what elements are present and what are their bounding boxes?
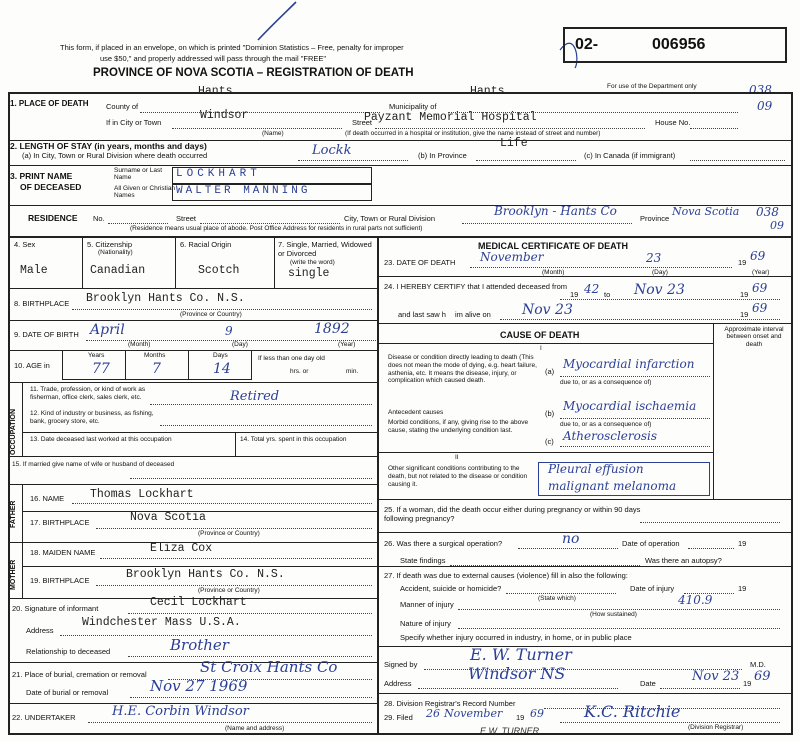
- registrar-name: K.C. Ritchie: [584, 702, 681, 721]
- age-days-value: 14: [213, 361, 231, 377]
- cause-a-value: Myocardial infarction: [563, 357, 695, 371]
- signature-year-prefix: 19: [743, 679, 752, 688]
- cause-b-due-to: due to, or as a consequence of): [560, 421, 652, 428]
- certify-to-prefix: 19: [740, 290, 749, 299]
- signature-year: 69: [754, 669, 771, 684]
- informant-address-label: Address: [26, 626, 54, 635]
- dob-label: 9. DATE OF BIRTH: [14, 330, 79, 339]
- given-name-label: All Given or Christian Names: [114, 185, 176, 199]
- birthplace-label: 8. BIRTHPLACE: [14, 299, 70, 308]
- spouse-label: 15. If married give name of wife or husband of deceased: [12, 461, 175, 468]
- specify-label: Specify whether injury occurred in industry, in home, or in public place: [400, 633, 632, 642]
- mother-birthplace-value: Brooklyn Hants Co. N.S.: [126, 568, 285, 581]
- residence-code-1: 038: [756, 205, 779, 219]
- cause-b-letter: (b): [545, 409, 555, 418]
- other-condition-1: Pleural effusion: [548, 462, 644, 476]
- interval-label: Approximate interval between onset and death: [724, 326, 784, 348]
- operation-year-prefix: 19: [738, 539, 747, 548]
- maiden-name-value: Eliza Cox: [150, 542, 213, 555]
- stay-canada-label: (c) In Canada (if immigrant): [584, 151, 676, 160]
- filed-day: 26: [426, 707, 440, 720]
- citizenship-value: Canadian: [90, 264, 146, 277]
- stay-city-label: (a) In City, Town or Rural Division where death occurred: [22, 151, 208, 160]
- print-name-label-1: 3. PRINT NAME: [10, 171, 73, 181]
- birthplace-value: Brooklyn Hants Co. N.S.: [86, 292, 245, 305]
- city-label: If in City or Town: [106, 118, 162, 127]
- marital-status-sub: (write the word): [290, 259, 335, 266]
- residence-province-value: Nova Scotia: [672, 205, 740, 218]
- cause-c-value: Atherosclerosis: [563, 429, 658, 443]
- age-days-label: Days: [213, 352, 228, 359]
- age-years-value: 77: [92, 361, 110, 377]
- birthplace-caption: (Province or Country): [180, 311, 242, 318]
- section-i-label: I: [540, 345, 542, 352]
- death-month: November: [480, 250, 544, 264]
- disease-label: Disease or condition directly leading to death (This does not mean the mode of dying, e.g. heart failure, asthenia, etc. It means the disease, injury, or complication which caused death.: [388, 354, 537, 385]
- date-of-injury-label: Date of injury: [630, 584, 675, 593]
- form-title: PROVINCE OF NOVA SCOTIA – REGISTRATION OF DEATH: [93, 67, 414, 79]
- operation-value: no: [562, 531, 580, 547]
- dob-day: 9: [225, 324, 233, 338]
- cause-a-letter: (a): [545, 367, 555, 376]
- house-label: House No.: [655, 118, 691, 127]
- father-name-label: 16. NAME: [30, 494, 65, 503]
- county-value: Hants: [198, 85, 233, 98]
- certify-from-year: 42: [584, 282, 600, 296]
- residence-code-2: 09: [770, 219, 784, 232]
- mother-birthplace-caption: (Province or Country): [198, 587, 260, 594]
- cause-b-value: Myocardial ischaemia: [563, 399, 697, 413]
- citizenship-sub: (Nationality): [98, 249, 133, 256]
- residence-city-value: Brooklyn - Hants Co: [494, 204, 617, 218]
- surname-label: Surname or Last Name: [114, 167, 163, 181]
- city-value: Windsor: [200, 109, 249, 122]
- dob-year: 1892: [314, 321, 350, 337]
- sex-value: Male: [20, 264, 48, 277]
- racial-origin-label: 6. Racial Origin: [180, 240, 232, 249]
- mother-birthplace-label: 19. BIRTHPLACE: [30, 576, 90, 585]
- dept-code-2: 09: [757, 99, 773, 113]
- last-saw-prefix: 19: [740, 310, 749, 319]
- print-name-label-2: OF DECEASED: [20, 182, 82, 192]
- age-months-value: 7: [152, 361, 161, 377]
- burial-place-value: St Croix Hants Co: [200, 658, 338, 676]
- record-prefix: 02-: [575, 36, 599, 53]
- father-birthplace-label: 17. BIRTHPLACE: [30, 518, 90, 527]
- death-month-caption: (Month): [542, 269, 565, 276]
- section-ii-label: II: [455, 454, 459, 461]
- signature-address-label: Address: [384, 679, 412, 688]
- operation-date-label: Date of operation: [622, 539, 680, 548]
- cause-a-due-to: due to, or as a consequence of): [560, 379, 652, 386]
- signature-address-value: Windsor NS: [468, 664, 566, 683]
- date-of-death-label: 23. DATE OF DEATH: [384, 258, 456, 267]
- municipality-value: Hants: [470, 85, 505, 98]
- undertaker-label: 22. UNDERTAKER: [12, 713, 76, 722]
- other-condition-2: malignant melanoma: [548, 479, 677, 493]
- death-day-caption: (Day): [652, 269, 668, 276]
- burial-date-value: Nov 27 1969: [150, 677, 248, 695]
- age-years-label: Years: [88, 352, 105, 359]
- manner-label: Manner of injury: [400, 600, 454, 609]
- injury-year-prefix: 19: [738, 584, 747, 593]
- accident-label: Accident, suicide or homicide?: [400, 584, 502, 593]
- racial-origin-value: Scotch: [198, 264, 240, 277]
- municipality-label: Municipality of: [389, 102, 437, 111]
- trade-value: Retired: [230, 389, 280, 404]
- dob-year-caption: (Year): [338, 341, 356, 348]
- father-name-value: Thomas Lockhart: [90, 488, 194, 501]
- sex-label: 4. Sex: [14, 240, 36, 249]
- marital-status-label: 7. Single, Married, Widowed or Divorced: [278, 240, 372, 258]
- cause-of-death-title: CAUSE OF DEATH: [500, 330, 580, 340]
- mail-notice-line2: use $50," and properly addressed will pass through the mail "FREE": [100, 54, 327, 63]
- alive-on-label: im alive on: [455, 310, 491, 319]
- county-label: County of: [106, 102, 139, 111]
- pregnancy-label: 25. If a woman, did the death occur either during pregnancy or within 90 days following pregnancy?: [384, 505, 641, 524]
- violence-label: 27. If death was due to external causes (violence) fill in also the following:: [384, 571, 628, 580]
- place-of-death-label: 1. PLACE OF DEATH: [10, 99, 89, 108]
- registrar-caption: (Division Registrar): [688, 724, 744, 731]
- undertaker-caption: (Name and address): [225, 725, 285, 732]
- autopsy-label: Was there an autopsy?: [645, 556, 722, 565]
- operation-label: 26. Was there a surgical operation?: [384, 539, 503, 548]
- residence-label: RESIDENCE: [28, 213, 78, 223]
- certify-to-date: Nov 23: [634, 282, 685, 298]
- residence-no-label: No.: [93, 214, 105, 223]
- certify-from-prefix: 19: [570, 290, 579, 299]
- dept-use-label: For use of the Department only: [607, 83, 697, 90]
- given-name-value: WALTER MANNING: [176, 185, 311, 197]
- filed-month: November: [444, 707, 503, 720]
- maiden-name-label: 18. MAIDEN NAME: [30, 548, 96, 557]
- registrar-record-label: 28. Division Registrar's Record Number: [384, 699, 516, 708]
- record-number: 006956: [652, 36, 706, 53]
- relationship-label: Relationship to deceased: [26, 647, 111, 656]
- burial-date-label: Date of burial or removal: [26, 688, 109, 697]
- marital-status-value: single: [288, 267, 330, 280]
- stay-city-value: Lockk: [312, 143, 352, 158]
- father-birthplace-caption: (Province or Country): [198, 530, 260, 537]
- street-label: Street: [352, 118, 373, 127]
- signed-by-value: E. W. Turner: [470, 645, 572, 664]
- last-worked-label: 13. Date deceased last worked at this occupation: [30, 436, 172, 443]
- residence-city-label: City, Town or Rural Division: [344, 214, 435, 223]
- dept-code-1: 038: [749, 83, 772, 97]
- stay-province-label: (b) In Province: [418, 151, 467, 160]
- certify-label: 24. I HEREBY CERTIFY that I attended deceased from: [384, 282, 568, 291]
- antecedent-label: Antecedent causes: [388, 409, 444, 416]
- father-birthplace-value: Nova Scotia: [130, 511, 206, 524]
- filed-year: 69: [530, 707, 544, 720]
- filed-year-prefix: 19: [516, 713, 525, 722]
- death-year-caption: (Year): [752, 269, 770, 276]
- stay-province-value: Life: [500, 137, 528, 150]
- name-caption: (Name): [262, 130, 284, 137]
- certify-to-label: to: [604, 290, 611, 299]
- last-saw-year: 69: [752, 301, 768, 315]
- signature-date-label: Date: [640, 679, 656, 688]
- dob-month: April: [90, 322, 125, 338]
- father-side-label: FATHER: [10, 500, 17, 528]
- residence-province-label: Province: [640, 214, 670, 223]
- trade-label: 11. Trade, profession, or kind of work as fisherman, office clerk, sales clerk, etc.: [30, 386, 146, 401]
- state-which-caption: (State which): [538, 595, 576, 602]
- dob-day-caption: (Day): [232, 341, 248, 348]
- medical-certificate-title: MEDICAL CERTIFICATE OF DEATH: [478, 241, 628, 251]
- printed-name-below: E.W. TURNER: [480, 726, 540, 736]
- other-conditions-label: Other significant conditions contributing to the death, but not related to the disease or condition causing it.: [388, 465, 528, 488]
- street-value: Payzant Memorial Hospital: [364, 111, 537, 124]
- certify-to-year: 69: [752, 281, 768, 295]
- last-saw-label: and last saw h: [398, 310, 446, 319]
- hospital-note: (If death occurred in a hospital or institution, give the name instead of street and number): [345, 130, 601, 137]
- surname-value: LOCKHART: [176, 168, 261, 180]
- total-years-label: 14. Total yrs. spent in this occupation: [240, 436, 347, 443]
- cause-code-value: 410.9: [678, 593, 713, 607]
- residence-note: (Residence means usual place of abode. Post Office Address for residents in rural parts not sufficient): [130, 225, 423, 232]
- filed-label: 29. Filed: [384, 713, 413, 722]
- age-months-label: Months: [144, 352, 166, 359]
- relationship-value: Brother: [170, 636, 229, 654]
- how-sustained-caption: (How sustained): [590, 611, 637, 618]
- length-of-stay-label: 2. LENGTH OF STAY (in years, months and days): [10, 141, 207, 151]
- burial-place-label: 21. Place of burial, cremation or removal: [12, 670, 147, 679]
- morbid-label: Morbid conditions, if any, giving rise to the above cause, stating the underlying condition last.: [388, 419, 529, 434]
- nature-label: Nature of injury: [400, 619, 451, 628]
- death-year-prefix: 19: [738, 258, 747, 267]
- informant-name: Cecil Lockhart: [150, 596, 247, 609]
- death-day: 23: [646, 251, 662, 265]
- rule: [8, 92, 793, 94]
- citizenship-label: 5. Citizenship: [87, 240, 133, 249]
- last-saw-date: Nov 23: [522, 302, 573, 318]
- md-label: M.D.: [750, 660, 766, 669]
- undertaker-value: H.E. Corbin Windsor: [112, 704, 249, 719]
- mother-side-label: MOTHER: [10, 559, 17, 590]
- hrs-label: hrs. or: [290, 368, 309, 375]
- less-than-day-label: If less than one day old: [258, 355, 325, 362]
- industry-label: 12. Kind of industry or business, as fishing, bank, grocery store, etc.: [30, 410, 154, 425]
- mail-notice-line1: This form, if placed in an envelope, on which is printed "Dominion Statistics – Free, penalty for improper: [60, 43, 404, 52]
- residence-street-label: Street: [176, 214, 197, 223]
- dob-month-caption: (Month): [128, 341, 151, 348]
- age-label: 10. AGE in: [14, 361, 50, 370]
- informant-address: Windchester Mass U.S.A.: [82, 616, 241, 629]
- informant-label: 20. Signature of informant: [12, 604, 99, 613]
- cause-c-letter: (c): [545, 437, 554, 446]
- findings-label: State findings: [400, 556, 446, 565]
- signed-by-label: Signed by: [384, 660, 418, 669]
- min-label: min.: [346, 368, 359, 375]
- occupation-side-label: OCCUPATION: [10, 408, 17, 455]
- death-year: 69: [750, 249, 766, 263]
- signature-date-value: Nov 23: [692, 669, 740, 684]
